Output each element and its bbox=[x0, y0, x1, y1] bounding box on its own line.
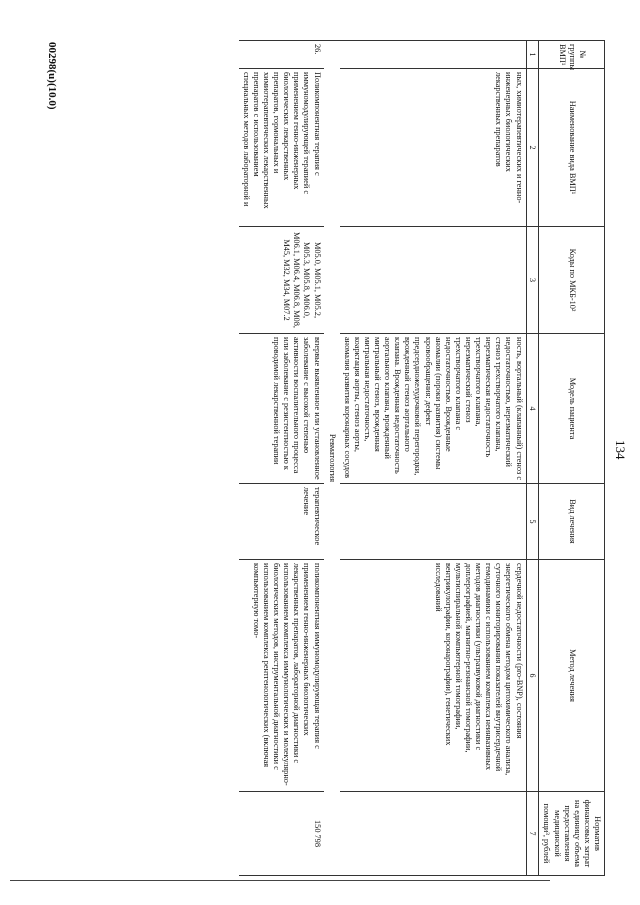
group-number-cell bbox=[340, 41, 526, 69]
header-icd-codes: Коды по МКБ-10² bbox=[539, 227, 605, 334]
table-header-row bbox=[539, 41, 605, 876]
treatment-type-cell: терапевтическое лечение bbox=[239, 484, 324, 560]
section-row bbox=[324, 41, 340, 876]
table-row bbox=[239, 41, 324, 876]
column-number: 1 bbox=[526, 41, 539, 69]
page-number: 134 bbox=[613, 440, 628, 460]
section-title: Ревматология bbox=[324, 41, 340, 876]
column-number: 6 bbox=[526, 560, 539, 792]
column-number: 5 bbox=[526, 484, 539, 560]
vmp-table bbox=[239, 40, 605, 876]
group-number-cell: 26. bbox=[239, 41, 324, 69]
column-number: 7 bbox=[526, 792, 539, 876]
column-number: 2 bbox=[526, 69, 539, 227]
header-treatment-method: Метод лечения bbox=[539, 560, 605, 792]
treatment-method-cell: поликомпонентная иммуномодулирующая терапия с применением генно-инженерных биологических лекарственных препаратов, лабораторной диагностики с использованием комплекса иммунологических и молекулярно-биологических методов, инструментальной диагностики с использованием комплекса рентгенологических (включая компьютерную томо- bbox=[239, 560, 324, 792]
cost-cell bbox=[340, 792, 526, 876]
treatment-method-cell: сердечной недостаточности (pro-BNP), состояния энергетического обмена методом цитохимического анализа, суточного мониторирования показателей внутрисердечной гемодинамики с использованием комплекса неинвазивных методов диагностики (ультразвуковой диагностики с доплерографией, магнитно-резонансной томографии, мультиспиральной компьютерной томографии, вентрикулографии, коронарографии), генетических исследований bbox=[340, 560, 526, 792]
header-treatment-type: Вид лечения bbox=[539, 484, 605, 560]
header-group-number: № группы ВМП¹ bbox=[539, 41, 605, 69]
cost-cell: 150 798 bbox=[239, 792, 324, 876]
vmp-name-cell: ных, химиотерапевтических и генно-инженерных биологических лекарственных препаратов bbox=[340, 69, 526, 227]
column-number-row bbox=[526, 41, 539, 876]
vmp-name-cell: Поликомпонентная терапия с иммуномодулирующей терапией с применением генно-инженерных биологических лекарственных препаратов, гормональных и химиотерапевтических лекарственных препаратов с использованием специальных методов лабораторной и bbox=[239, 69, 324, 227]
column-number: 3 bbox=[526, 227, 539, 334]
table-row bbox=[340, 41, 526, 876]
icd-codes-cell: M05.0, M05.1, M05.2, M05.3, M05.8, M06.0, M06.1, M06.4, M06.8, M08, M45, M32, M34, M07.2 bbox=[239, 227, 324, 334]
patient-model-cell: ность, вортальный (клапанный) стеноз с недостаточностью, нерезматический стеноз трехстворчатого клапана, нерезматическая недостаточность трехстворчатого клапана, нерезматический стеноз трехстворчатого клапана с недостаточностью. Врожденные аномалии (пороки развития) системы кровообращения: дефект предсердножелудочковой перегородки, врожденный стеноз аортального клапана. Врожденная недостаточность аортального клапана, врожденный митральный стеноз, врожденная митральная недостаточность, коарктация аорты, стеноз аорты, аномалия развития коронарных сосудов bbox=[340, 334, 526, 484]
header-patient-model: Модель пациента bbox=[539, 334, 605, 484]
header-vmp-name: Наименование вида ВМП¹ bbox=[539, 69, 605, 227]
scan-edge-line bbox=[10, 880, 550, 881]
patient-model-cell: впервые выявленное или установленное заболевание с высокой степенью активности воспалительного процесса или заболевание с резистентностью к проводимой лекарственной терапии bbox=[239, 334, 324, 484]
document-code: 00298(u)(10.0) bbox=[46, 42, 58, 110]
icd-codes-cell bbox=[340, 227, 526, 334]
treatment-type-cell bbox=[340, 484, 526, 560]
column-number: 4 bbox=[526, 334, 539, 484]
header-cost-standard: Норматив финансовых затрат на единицу объема предоставления медицинской помощи³, рублей bbox=[539, 792, 605, 876]
